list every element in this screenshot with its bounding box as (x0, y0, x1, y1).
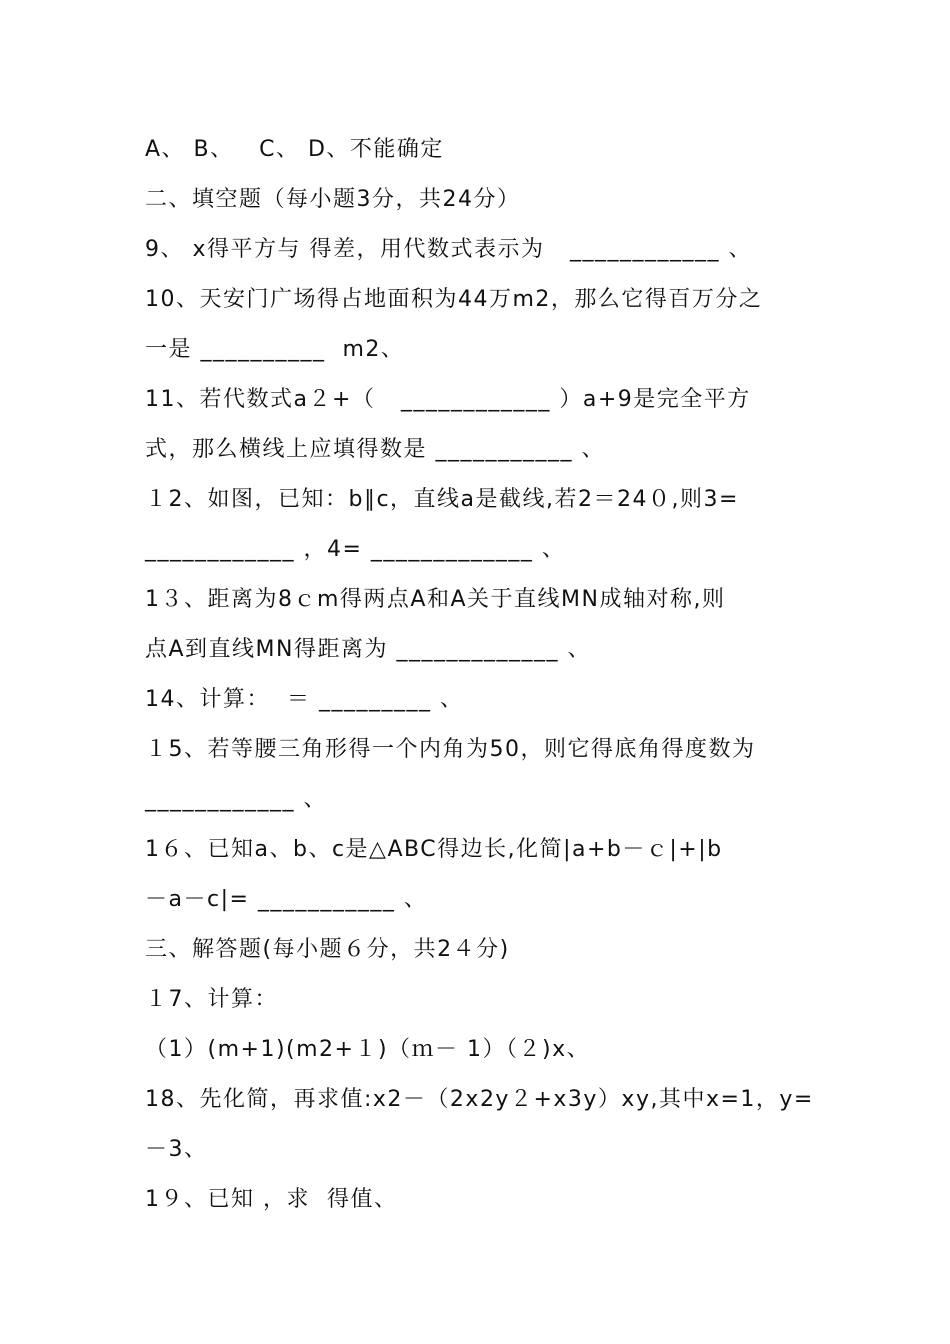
line-text: １2、如图，已知：b∥c，直线a是截线,若2＝24０,则3= (145, 487, 739, 512)
question-12-cont (145, 530, 825, 570)
question-9 (145, 230, 825, 270)
line-text: 9、 x得平方与 得差，用代数式表示为 ____________ 、 (145, 237, 752, 262)
line-text: －a－c|= ___________ 、 (145, 887, 428, 912)
line-text: 1３、距离为8ｃm得两点A和A关于直线MN成轴对称,则 (145, 587, 726, 612)
question-19 (145, 1180, 825, 1220)
line-text: 二、填空题（每小题3分，共24分） (145, 187, 521, 212)
question-15 (145, 730, 825, 770)
question-17-parts (145, 1030, 825, 1070)
question-17 (145, 980, 825, 1020)
line-text: 一是 __________ m2、 (145, 337, 405, 362)
line-text: １5、若等腰三角形得一个内角为50，则它得底角得度数为 (145, 737, 756, 762)
question-12 (145, 480, 825, 520)
question-10 (145, 280, 825, 320)
section-heading (145, 180, 825, 220)
question-18-cont (145, 1130, 825, 1170)
line-text: 10、天安门广场得占地面积为44万m2，那么它得百万分之 (145, 287, 763, 312)
question-11 (145, 380, 825, 420)
line-text: １7、计算： (145, 987, 278, 1012)
line-text: A、 B、 C、 D、不能确定 (145, 137, 444, 162)
line-text: （1）(m+1)(m2+１)（ｍ－ 1）（２)x、 (145, 1037, 591, 1062)
line-text: ____________ 、 (145, 787, 327, 812)
text-line (145, 130, 825, 170)
question-16-cont (145, 880, 825, 920)
line-text: ____________ ，4= _____________ 、 (145, 537, 566, 562)
question-14 (145, 680, 825, 720)
question-18 (145, 1080, 825, 1120)
line-text: 三、解答题(每小题６分，共2４分) (145, 937, 510, 962)
question-11-cont (145, 430, 825, 470)
question-13 (145, 580, 825, 620)
line-text: －3、 (145, 1137, 208, 1162)
question-13-cont (145, 630, 825, 670)
line-text: 18、先化简，再求值:x2－（2x2y２+x3y）xy,其中x=1，y= (145, 1087, 814, 1112)
line-text: 点A到直线MN得距离为 _____________ 、 (145, 637, 591, 662)
line-text: 14、计算： ＝ _________ 、 (145, 687, 464, 712)
line-text: 1６、已知a、b、c是△ABC得边长,化简|a+b－ｃ|+|b (145, 837, 723, 862)
question-10-cont (145, 330, 825, 370)
line-text: 式，那么横线上应填得数是 ___________ 、 (145, 437, 605, 462)
question-16 (145, 830, 825, 870)
line-text: 11、若代数式a２+（ ____________ ）a+9是完全平方 (145, 387, 751, 412)
section-heading (145, 930, 825, 970)
line-text: 1９、已知 ，求 得值、 (145, 1187, 398, 1212)
question-15-cont (145, 780, 825, 820)
